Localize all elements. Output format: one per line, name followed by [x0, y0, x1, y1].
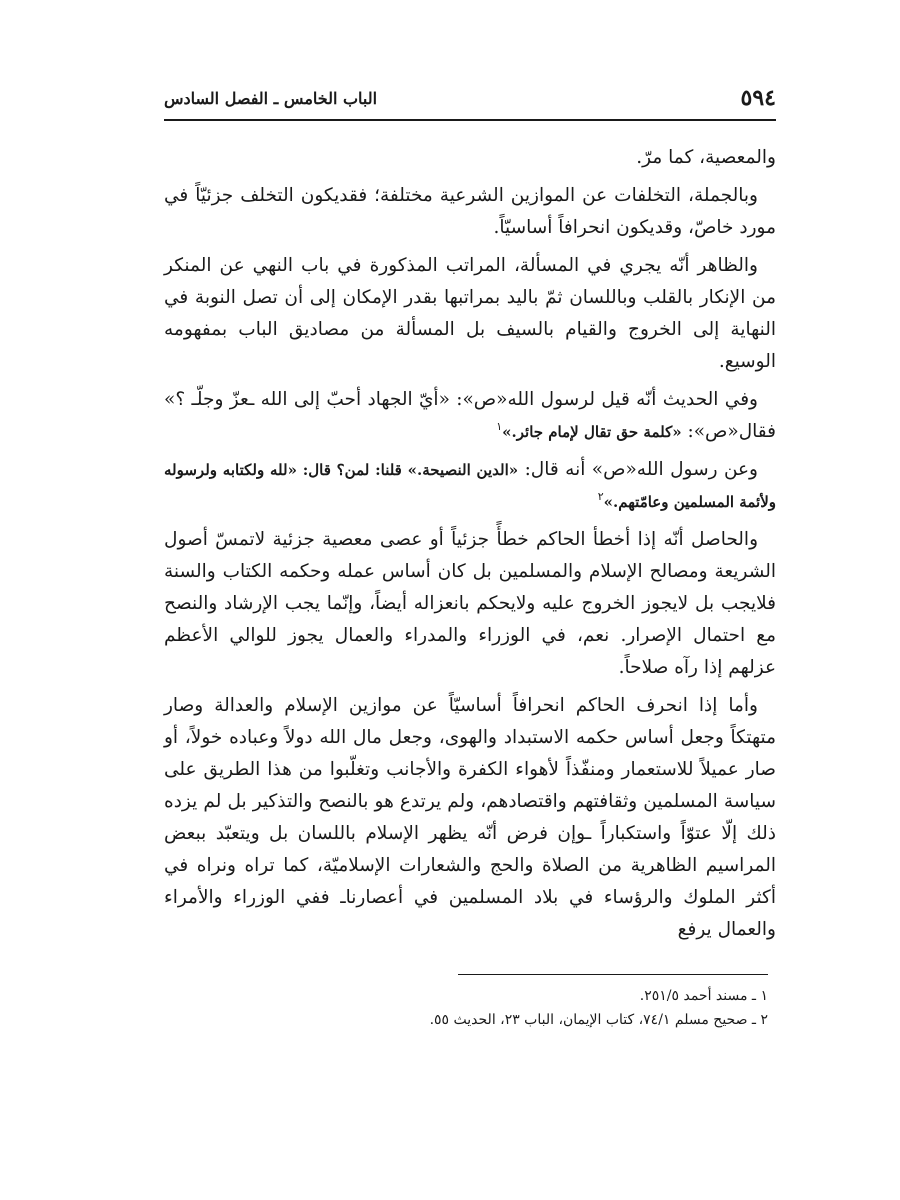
- body-text: [164, 142, 776, 952]
- paragraph: وبالجملة، التخلفات عن الموازين الشرعية مختلفة؛ فقديكون التخلف جزئيّاً في مورد خاصّ، وقديكون انحرافاً أساسيّاً.: [164, 185, 776, 238]
- footnote-2: ٢ ـ صحيح مسلم ٧٤/١، كتاب الإيمان، الباب ٢٣، الحديث ٥٥.: [429, 1012, 768, 1028]
- header-rule: [164, 119, 776, 121]
- paragraph-hadith-2: وعن رسول الله«ص» أنه قال: «الدين النصيحة.» قلنا: لمن؟ قال: «لله ولكتابه ولرسوله ولأئمة المسلمين وعامّتهم.»$^٢$: [164, 459, 776, 511]
- hadith-quote: «الدين النصيحة.» قلنا: لمن؟ قال: «لله ولكتابه ولرسوله ولأئمة المسلمين وعامّتهم.»: [164, 461, 776, 511]
- hadith-quote: «كلمة حق تقال لإمام جائر.»: [502, 423, 682, 441]
- footnotes: [330, 984, 768, 1032]
- paragraph: والظاهر أنّه يجري في المسألة، المراتب المذكورة في باب النهي عن المنكر من الإنكار بالقلب وباللسان ثمّ باليد بمراتبها بقدر الإمكان إلى أن تصل النوبة في النهاية إلى الخروج والقيام بالسيف بل المسألة من مصاديق الباب بمفهومه الوسيع.: [164, 255, 776, 372]
- paragraph-hadith-1: وفي الحديث أنّه قيل لرسول الله«ص»: «أيّ الجهاد أحبّ إلى الله ـعزّ وجلّـ ؟» فقال«ص»: «كلمة حق تقال لإمام جائر.»$^١$: [164, 389, 776, 442]
- paragraph: والمعصية، كما مرّ.: [636, 147, 776, 168]
- running-title: الباب الخامس ـ الفصل السادس: [164, 89, 378, 108]
- paragraph: وأما إذا انحرف الحاكم انحرافاً أساسيّاً عن موازين الإسلام والعدالة وصار متهتكاً وجعل أساس حكمه الاستبداد والهوى، وجعل مال الله دولاً وعباده خولاً، أو صار عميلاً للاستعمار ومنفّذاً لأهواء الكفرة والأجانب وتغلّبوا من هذا الطريق على سياسة المسلمين وثقافتهم واقتصادهم، ولم يرتدع هو بالنصح والتذكير بل لم يزده ذلك إلّا عتوّاً واستكباراً ـوإن فرض أنّه يظهر الإسلام باللسان بل ويتعبّد ببعض المراسيم الظاهرية من الصلاة والحج والشعارات الإسلاميّة، كما تراه ونراه في أكثر الملوك والرؤساء في بلاد المسلمين في أعصارناـ ففي الوزراء والأمراء والعمال يرفع: [164, 695, 776, 940]
- paragraph: والحاصل أنّه إذا أخطأ الحاكم خطأً جزئياً أو عصى معصية جزئية لاتمسّ أصول الشريعة ومصالح الإسلام والمسلمين بل كان أساس عمله وحكمه الكتاب والسنة فلايجب بل لايجوز الخروج عليه ولايحكم بانعزاله أيضاً، وإنّما يجب الإرشاد والنصح مع احتمال الإصرار. نعم، في الوزراء والمدراء والعمال يجوز للوالي الأعظم عزلهم إذا رآه صلاحاً.: [164, 529, 776, 678]
- footnote-rule: [458, 974, 768, 975]
- footnote-marker: ٢: [597, 489, 604, 503]
- page-header: [164, 84, 776, 118]
- page-number: ٥٩٤: [740, 85, 776, 111]
- footnote-marker: ١: [496, 419, 503, 433]
- footnote-1: ١ ـ مسند أحمد ٢٥١/٥.: [639, 988, 768, 1004]
